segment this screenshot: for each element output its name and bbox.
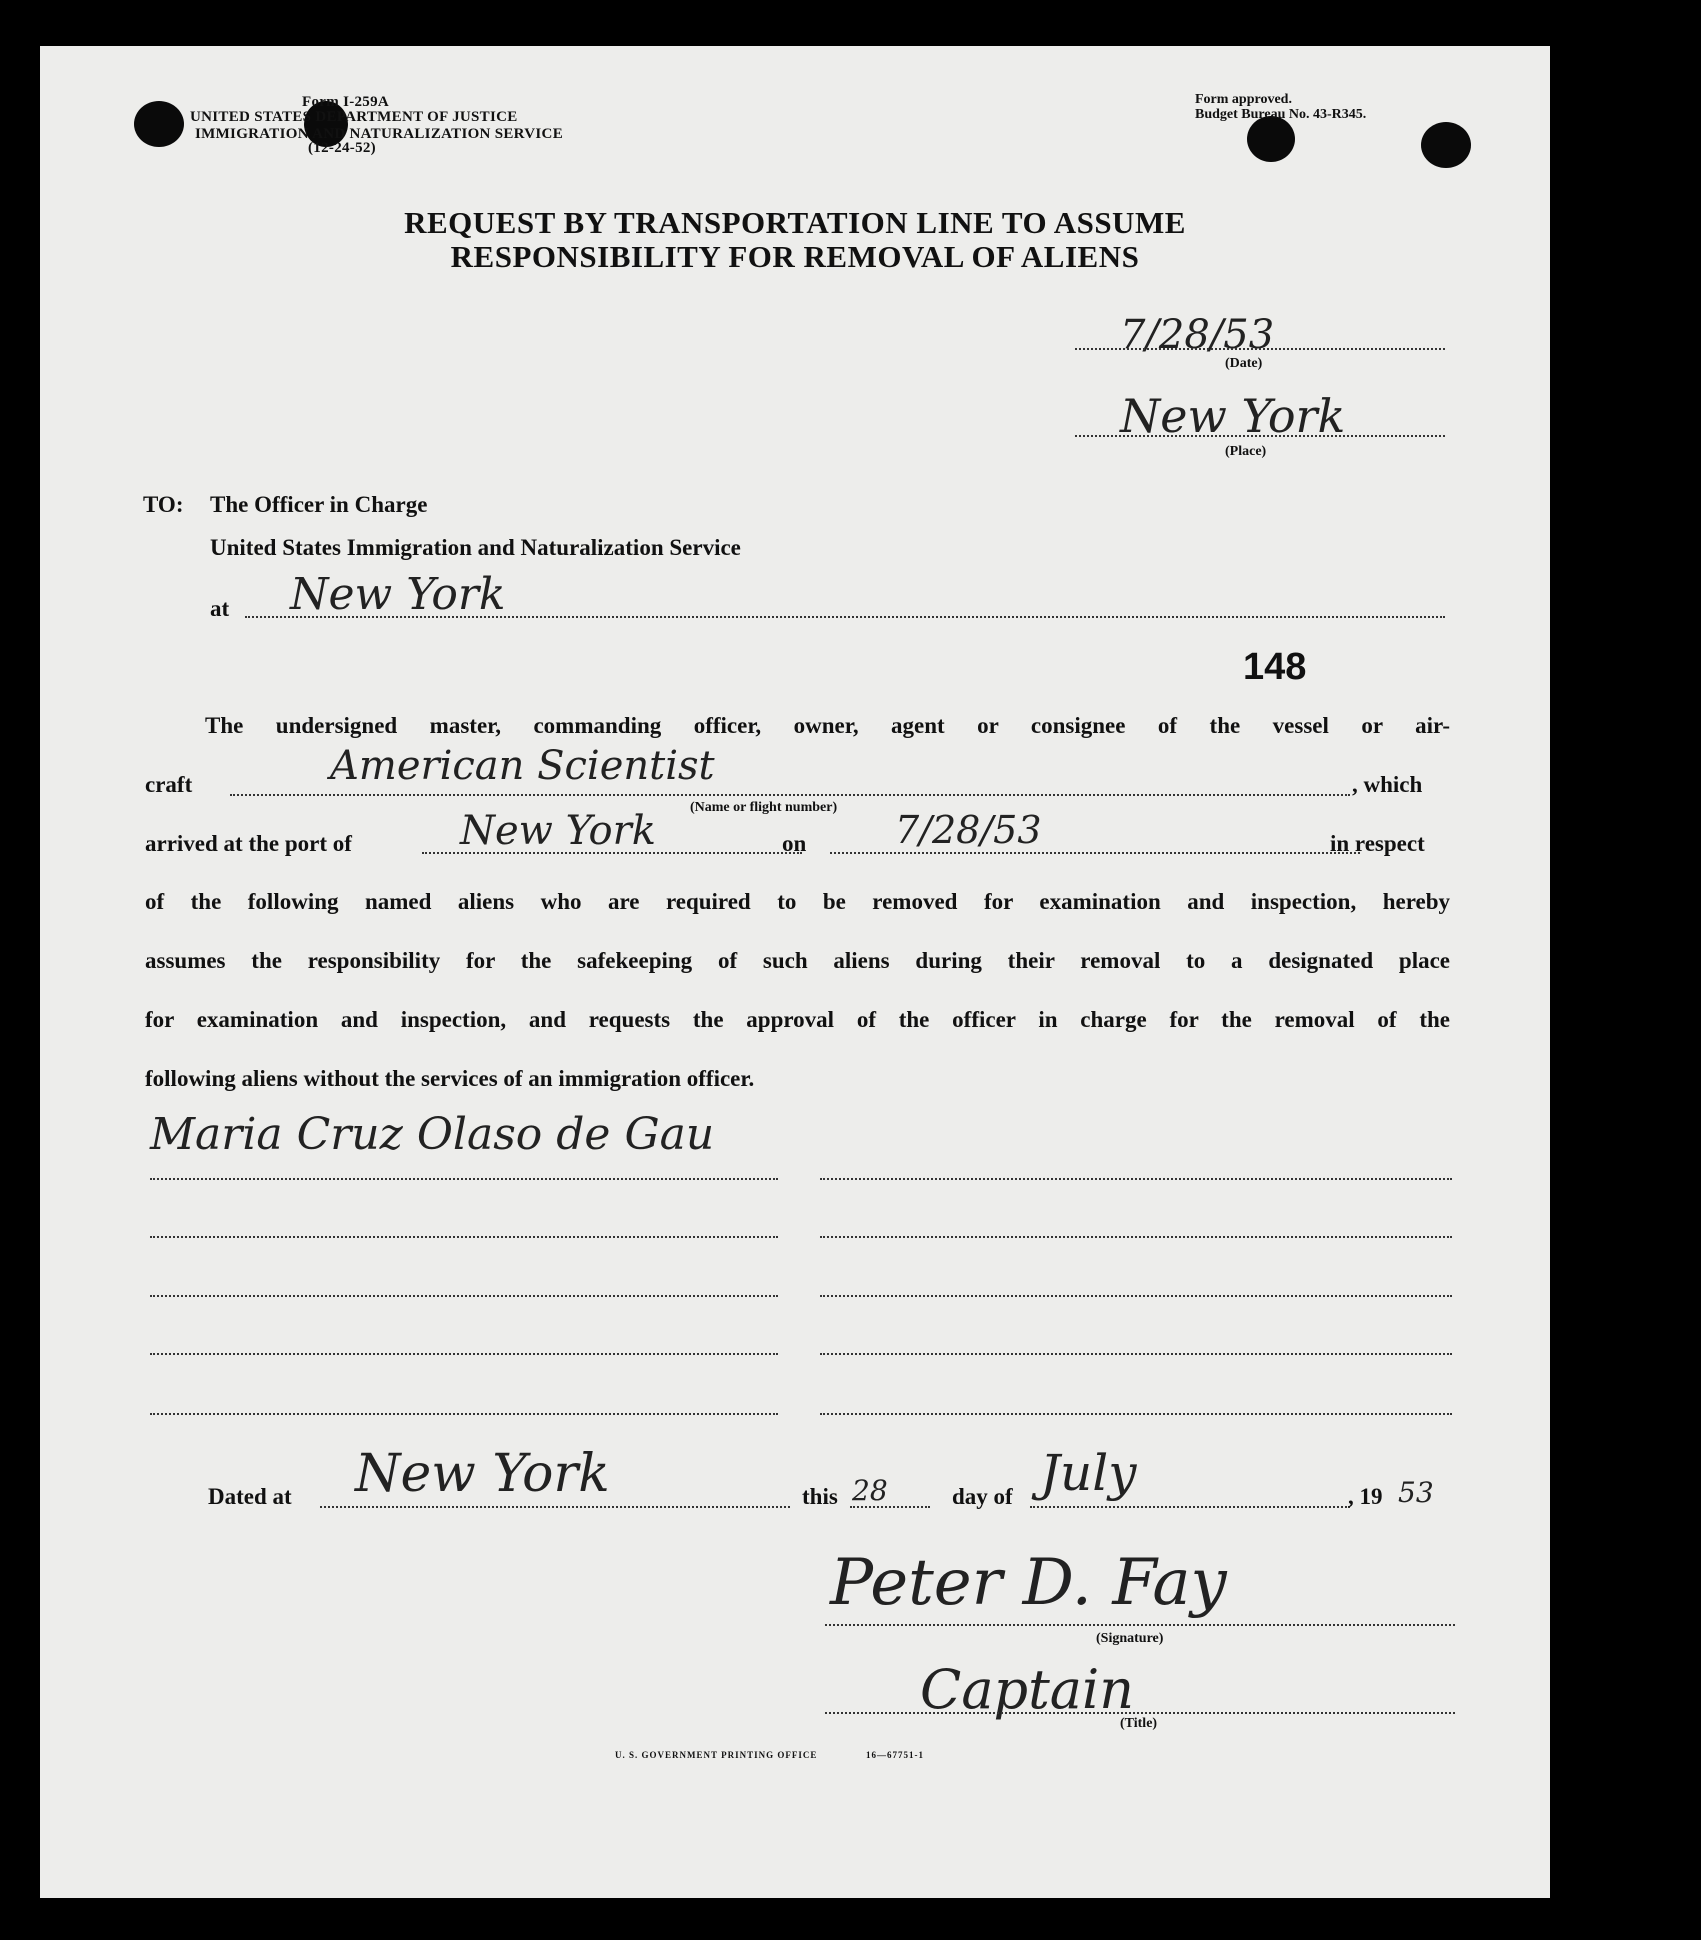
- dated-at-line: [320, 1506, 790, 1508]
- date-value: 7/28/53: [1120, 312, 1275, 358]
- approval-note: Form approved.: [1195, 92, 1292, 107]
- alien-line-left-4: [150, 1353, 778, 1355]
- title-caption: (Title): [1120, 1716, 1158, 1731]
- arrival-date-line: [830, 852, 1360, 854]
- place-line: [1075, 435, 1445, 437]
- form-title-line2: RESPONSIBILITY FOR REMOVAL OF ALIENS: [450, 239, 1140, 274]
- alien-line-left-5: [150, 1413, 778, 1415]
- agency-name: UNITED STATES DEPARTMENT OF JUSTICE: [190, 109, 518, 125]
- place-caption: (Place): [1225, 444, 1267, 459]
- body-line1: The undersigned master, commanding officer, owner, agent or consignee of the vessel or air-: [205, 713, 1450, 738]
- which-label: , which: [1352, 772, 1423, 797]
- craft-caption: (Name or flight number): [690, 800, 838, 815]
- budget-bureau-number: Budget Bureau No. 43-R345.: [1195, 107, 1367, 122]
- port-value: New York: [460, 808, 656, 854]
- body-line7: following aliens without the services of an immigration officer.: [145, 1066, 755, 1091]
- form-title-line1: REQUEST BY TRANSPORTATION LINE TO ASSUME: [404, 205, 1186, 240]
- signature-line: [825, 1624, 1455, 1626]
- body-line6: for examination and inspection, and requests the approval of the officer in charge for the removal of the: [145, 1007, 1450, 1032]
- day-of-label: day of: [952, 1484, 1013, 1509]
- alien-line-right-3: [820, 1295, 1452, 1297]
- alien-line-right-5: [820, 1413, 1452, 1415]
- craft-label: craft: [145, 772, 193, 797]
- form-number: Form I-259A: [302, 94, 390, 110]
- form-revision-date: (12-24-52): [308, 140, 376, 156]
- title-line: [825, 1712, 1455, 1714]
- punch-hole-left: [134, 101, 184, 147]
- port-line: [422, 852, 802, 854]
- agency-division: IMMIGRATION AND NATURALIZATION SERVICE: [195, 126, 563, 142]
- body-line5: assumes the responsibility for the safekeeping of such aliens during their removal to a designated place: [145, 948, 1450, 973]
- punch-hole-right-1: [1247, 116, 1295, 162]
- this-label: this: [802, 1484, 838, 1509]
- alien-line-right-2: [820, 1236, 1452, 1238]
- dated-at-label: Dated at: [208, 1484, 292, 1509]
- body-line4: of the following named aliens who are required to be removed for examination and inspection, hereby: [145, 889, 1450, 914]
- at-label: at: [210, 596, 230, 621]
- month-value: July: [1040, 1444, 1137, 1502]
- year-value: 53: [1398, 1476, 1434, 1509]
- day-value: 28: [852, 1474, 888, 1507]
- form-page: [40, 46, 1550, 1898]
- dated-at-value: New York: [355, 1444, 610, 1504]
- printer-imprint: U. S. GOVERNMENT PRINTING OFFICE: [615, 1750, 818, 1760]
- day-line: [850, 1506, 930, 1508]
- to-label: TO:: [143, 492, 184, 517]
- craft-value: American Scientist: [330, 743, 715, 789]
- date-caption: (Date): [1225, 356, 1263, 371]
- arrived-label: arrived at the port of: [145, 831, 352, 856]
- alien-name-1: Maria Cruz Olaso de Gau: [150, 1109, 715, 1160]
- in-respect-label: in respect: [1330, 831, 1425, 856]
- place-value: New York: [1120, 389, 1346, 443]
- title-value: Captain: [920, 1658, 1135, 1721]
- arrival-date-value: 7/28/53: [895, 808, 1042, 852]
- signature-caption: (Signature): [1096, 1631, 1164, 1646]
- year-prefix: , 19: [1348, 1484, 1383, 1509]
- punch-hole-right-2: [1421, 122, 1471, 168]
- printer-code: 16—67751-1: [866, 1750, 924, 1760]
- alien-line-left-1: [150, 1178, 778, 1180]
- date-line: [1075, 348, 1445, 350]
- addressee-line2: United States Immigration and Naturalization Service: [210, 535, 741, 560]
- craft-line: [230, 794, 1350, 796]
- on-label: on: [782, 831, 807, 856]
- month-line: [1030, 1506, 1350, 1508]
- signature-value: Peter D. Fay: [830, 1546, 1227, 1620]
- at-line: [245, 616, 1445, 618]
- addressee-line1: The Officer in Charge: [210, 492, 428, 517]
- at-value: New York: [290, 569, 506, 620]
- alien-line-right-4: [820, 1353, 1452, 1355]
- alien-line-left-2: [150, 1236, 778, 1238]
- alien-line-right-1: [820, 1178, 1452, 1180]
- alien-line-left-3: [150, 1295, 778, 1297]
- serial-number: 148: [1243, 646, 1307, 688]
